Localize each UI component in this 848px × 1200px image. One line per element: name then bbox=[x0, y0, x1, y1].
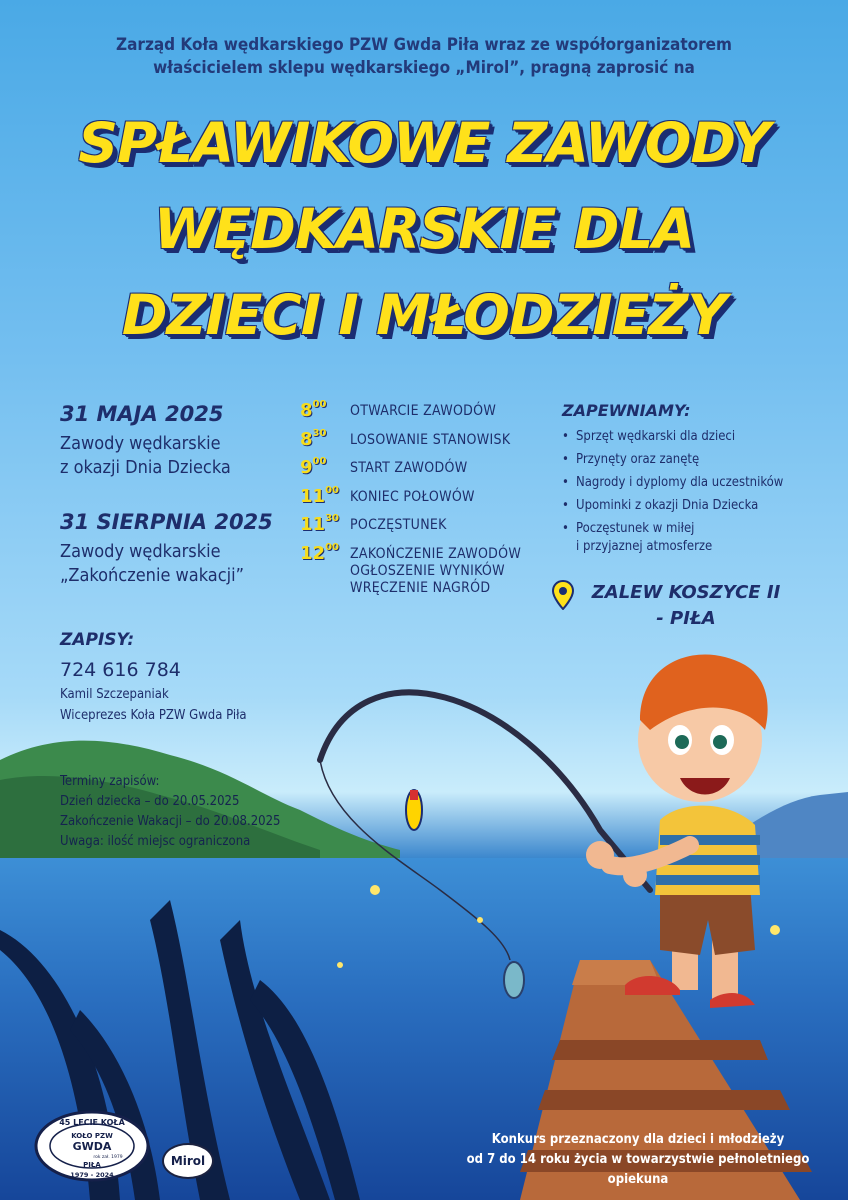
schedule-label: KONIEC POŁOWÓW bbox=[350, 488, 475, 505]
schedule-label: START ZAWODÓW bbox=[350, 460, 468, 476]
event-1-line2: z okazji Dnia Dziecka bbox=[60, 457, 231, 478]
event-dates bbox=[60, 400, 310, 588]
shop-logo bbox=[162, 1143, 214, 1179]
signup-terms bbox=[60, 772, 340, 852]
schedule-time: $8^{00}$ bbox=[300, 399, 327, 421]
location-name: ZALEW KOSZYCE II bbox=[591, 582, 781, 603]
schedule-row bbox=[300, 427, 560, 456]
club-logo bbox=[34, 1110, 150, 1182]
title-line-3: DZIECI I MŁODZIEŻY bbox=[121, 283, 727, 347]
signup-name: Kamil Szczepaniak bbox=[60, 687, 169, 702]
event-2-date: 31 SIERPNIA 2025 bbox=[60, 510, 273, 534]
schedule-time: $9^{00}$ bbox=[300, 456, 327, 478]
event-2 bbox=[60, 508, 310, 588]
intro-text bbox=[60, 34, 788, 80]
list-item: • Sprzęt wędkarski dla dzieci bbox=[562, 428, 812, 446]
guarantees-heading: ZAPEWNIAMY: bbox=[562, 401, 691, 420]
terms-line-2: Dzień dziecka – do 20.05.2025 bbox=[60, 794, 240, 809]
guarantees bbox=[562, 400, 812, 561]
signup-phone: 724 616 784 bbox=[60, 659, 181, 681]
svg-text:KOŁO PZW: KOŁO PZW bbox=[71, 1132, 113, 1140]
svg-text:45 LECIE KOŁA: 45 LECIE KOŁA bbox=[59, 1118, 125, 1127]
shop-logo-text: Mirol bbox=[170, 1154, 206, 1168]
contest-info bbox=[450, 1130, 826, 1190]
intro-line-1: Zarząd Koła wędkarskiego PZW Gwda Piła wraz ze współorganizatorem bbox=[115, 35, 732, 55]
location-city: - PIŁA bbox=[656, 608, 716, 629]
event-1 bbox=[60, 400, 310, 480]
svg-text:rok zał. 1979: rok zał. 1979 bbox=[93, 1155, 123, 1160]
schedule-row bbox=[300, 512, 560, 541]
schedule-label bbox=[350, 546, 570, 597]
contest-line-1: Konkurs przeznaczony dla dzieci i młodzieży bbox=[491, 1132, 785, 1147]
schedule-label-line1: ZAKOŃCZENIE ZAWODÓW bbox=[350, 545, 522, 562]
svg-text:1979 - 2024: 1979 - 2024 bbox=[70, 1171, 114, 1179]
schedule-time: $11^{30}$ bbox=[300, 513, 339, 535]
list-item: • Nagrody i dyplomy dla uczestników bbox=[562, 474, 812, 492]
schedule-label: OTWARCIE ZAWODÓW bbox=[350, 403, 497, 419]
list-item: • Poczęstunek w miłej i przyjaznej atmosferze bbox=[562, 520, 812, 556]
schedule-row bbox=[300, 455, 560, 484]
schedule-label: POCZĘSTUNEK bbox=[350, 517, 447, 533]
terms-line-3: Zakończenie Wakacji – do 20.08.2025 bbox=[60, 814, 281, 829]
contest-line-2: od 7 do 14 roku życia w towarzystwie pełnoletniego opiekuna bbox=[466, 1152, 810, 1187]
schedule-label: LOSOWANIE STANOWISK bbox=[350, 431, 511, 448]
list-item: • Upominki z okazji Dnia Dziecka bbox=[562, 497, 812, 515]
guarantees-list bbox=[562, 428, 812, 556]
signup-heading: ZAPISY: bbox=[60, 630, 135, 650]
location-pin-icon bbox=[552, 580, 574, 610]
terms-line-4: Uwaga: ilość miejsc ograniczona bbox=[60, 834, 251, 849]
schedule-row bbox=[300, 484, 560, 513]
event-1-line1: Zawody wędkarskie bbox=[60, 433, 221, 454]
intro-line-2: właścicielem sklepu wędkarskiego „Mirol”, pragną zaprosić na bbox=[153, 58, 695, 78]
schedule-row bbox=[300, 398, 560, 427]
schedule-label-line3: WRĘCZENIE NAGRÓD bbox=[350, 579, 491, 596]
event-1-date: 31 MAJA 2025 bbox=[60, 402, 224, 426]
schedule bbox=[300, 398, 560, 605]
title-line-2: WĘDKARSKIE DLA bbox=[153, 197, 695, 261]
event-2-line2: „Zakończenie wakacji” bbox=[60, 565, 244, 586]
svg-text:PIŁA: PIŁA bbox=[83, 1161, 101, 1169]
svg-text:GWDA: GWDA bbox=[72, 1140, 112, 1153]
schedule-time: $12^{00}$ bbox=[300, 541, 339, 564]
schedule-time: $8^{30}$ bbox=[300, 427, 327, 450]
schedule-label-line2: OGŁOSZENIE WYNIKÓW bbox=[350, 562, 505, 579]
signup-role: Wiceprezes Koła PZW Gwda Piła bbox=[60, 708, 247, 723]
main-title bbox=[40, 100, 808, 358]
terms-line-1: Terminy zapisów: bbox=[60, 774, 160, 789]
schedule-row bbox=[300, 541, 560, 605]
list-item: • Przynęty oraz zanętę bbox=[562, 451, 812, 469]
event-2-line1: Zawody wędkarskie bbox=[60, 541, 221, 562]
schedule-time: $11^{00}$ bbox=[300, 484, 339, 507]
title-line-1: SPŁAWIKOWE ZAWODY bbox=[78, 111, 770, 175]
